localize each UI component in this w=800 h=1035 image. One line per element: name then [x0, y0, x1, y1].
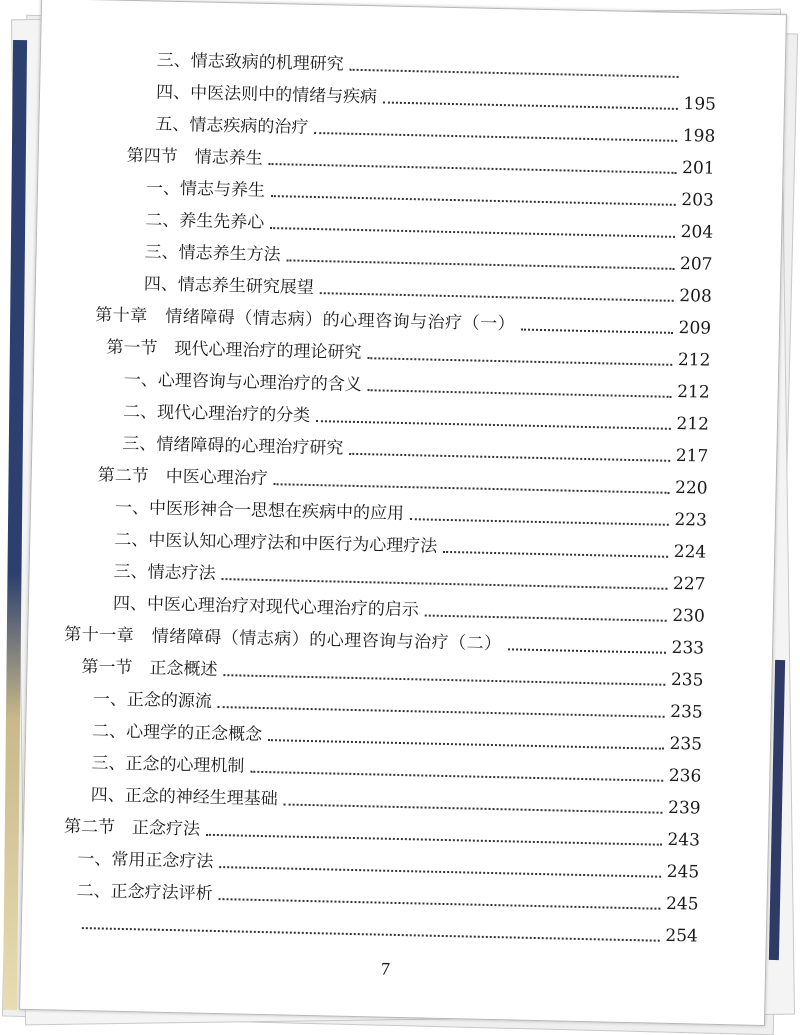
toc-entry-page: 198: [682, 126, 716, 147]
leader-dots: [425, 614, 667, 621]
toc-entry[interactable]: [156, 78, 716, 116]
leader-dots: [508, 648, 666, 653]
leader-dots: [320, 292, 674, 302]
toc-entry-title: 二、中医认知心理疗法和中医行为心理疗法: [114, 529, 438, 557]
toc-entry-title: 四、中医心理治疗对现代心理治疗的启示: [112, 593, 420, 621]
toc-entry-page: 224: [673, 541, 707, 563]
toc-entry-title: 一、中医形神合一思想在疾病中的应用: [114, 497, 405, 525]
toc-entry-page: 217: [675, 445, 709, 467]
toc-entry-page: 212: [677, 381, 710, 403]
toc-entry-title: 三、情志疗法: [113, 561, 216, 584]
leader-dots: [350, 69, 679, 78]
toc-entry-title: 三、正念的心理机制: [91, 753, 245, 777]
toc-entry-page: 203: [681, 190, 715, 211]
toc-entry-page: 239: [667, 797, 701, 819]
toc-entry-title: 三、情绪障碍的心理治疗研究: [122, 433, 344, 459]
toc-entry[interactable]: [155, 110, 715, 148]
leader-dots: [82, 927, 659, 942]
leader-dots: [284, 803, 663, 813]
toc-entry-page: 233: [671, 637, 705, 659]
toc-entry-page: 245: [665, 893, 699, 915]
toc-entry[interactable]: [146, 173, 714, 211]
leader-dots: [269, 163, 676, 174]
toc-entry-title: 第十一章 情绪障碍（情志病）的心理咨询与治疗（二）: [64, 624, 502, 655]
toc-entry-page: 254: [665, 925, 699, 947]
leader-dots: [206, 834, 661, 846]
leader-dots: [314, 132, 677, 142]
toc-entry-title: 第十章 情绪障碍（情志病）的心理咨询与治疗（一）: [95, 305, 516, 335]
toc-entry-title: 二、正念疗法评析: [76, 880, 213, 904]
toc-entry-title: 二、养生先养心: [145, 210, 265, 233]
toc-entry-title: 第一节 正念概述: [81, 657, 218, 680]
toc-entry-title: 二、现代心理治疗的分类: [122, 401, 311, 426]
toc-entry-page: 204: [680, 221, 714, 243]
toc-entry-title: 第四节 情志养生: [126, 145, 263, 169]
leader-dots: [286, 259, 673, 269]
toc-entry-page: 208: [679, 285, 712, 307]
toc-entry-page: 207: [679, 253, 713, 275]
toc-entry[interactable]: [144, 237, 712, 275]
toc-entry-title: 四、中医法则中的情绪与疾病: [155, 82, 378, 108]
toc-entry-page: 235: [669, 733, 703, 755]
toc-entry-title: 三、情志致病的机理研究: [156, 50, 344, 75]
toc-entry[interactable]: [144, 269, 712, 307]
toc-entry-page: 212: [677, 349, 711, 371]
toc-entry-title: 四、情志养生研究展望: [143, 274, 315, 298]
toc-entry-page: 201: [681, 158, 715, 179]
leader-dots: [410, 518, 669, 526]
toc-entry-page: 243: [667, 829, 701, 851]
toc-entry-title: 三、情志养生方法: [144, 242, 281, 266]
toc-entry-page: 236: [668, 765, 702, 787]
toc-entry-page: 220: [674, 477, 708, 499]
leader-dots: [367, 357, 672, 366]
toc-entry-title: 第二节 正念疗法: [63, 816, 201, 840]
toc-entry-page: 235: [670, 669, 704, 691]
toc-entry-title: 五、情志疾病的治疗: [155, 114, 309, 138]
leader-dots: [368, 389, 672, 398]
toc-entry-page: 235: [670, 701, 703, 723]
toc-entry-title: 四、正念的神经生理基础: [90, 785, 278, 810]
toc-entry-page: [684, 83, 716, 84]
toc-entry-page: 230: [672, 605, 706, 627]
leader-dots: [219, 866, 660, 878]
toc-entry-title: 一、心理咨询与心理治疗的含义: [123, 369, 362, 396]
leader-dots: [274, 483, 669, 494]
toc-entry[interactable]: [76, 908, 698, 948]
toc-entry-page: 223: [674, 509, 708, 531]
leader-dots: [316, 420, 671, 430]
leader-dots: [271, 195, 675, 206]
leader-dots: [521, 329, 673, 334]
toc-entry-title: 一、正念的源流: [92, 689, 213, 712]
toc-entry-title: 一、情志与养生: [145, 178, 266, 201]
leader-dots: [223, 674, 664, 686]
leader-dots: [218, 706, 664, 718]
toc-entry-page: 227: [672, 573, 706, 595]
toc-entry-title: 一、常用正念疗法: [77, 848, 214, 872]
toc-entry-title: 第一节 现代心理治疗的理论研究: [106, 337, 362, 364]
toc-entry-page: 212: [676, 413, 710, 435]
toc-entry-page: 245: [666, 861, 700, 883]
toc-entry-title: 二、心理学的正念概念: [91, 721, 263, 745]
leader-dots: [383, 101, 678, 109]
leader-dots: [250, 771, 662, 782]
toc-page: [19, 0, 787, 1026]
leader-dots: [218, 898, 659, 910]
page-number: 7: [380, 958, 391, 979]
toc-entry-page: 209: [678, 317, 712, 339]
toc-entry-title: 第二节 中医心理治疗: [97, 465, 268, 490]
leader-dots: [270, 227, 674, 238]
toc-entry[interactable]: [145, 205, 713, 243]
toc-entry[interactable]: [157, 46, 717, 84]
leader-dots: [268, 739, 663, 750]
leader-dots: [221, 578, 666, 590]
leader-dots: [349, 453, 670, 462]
leader-dots: [443, 551, 668, 558]
toc-entry-page: 195: [683, 94, 717, 115]
